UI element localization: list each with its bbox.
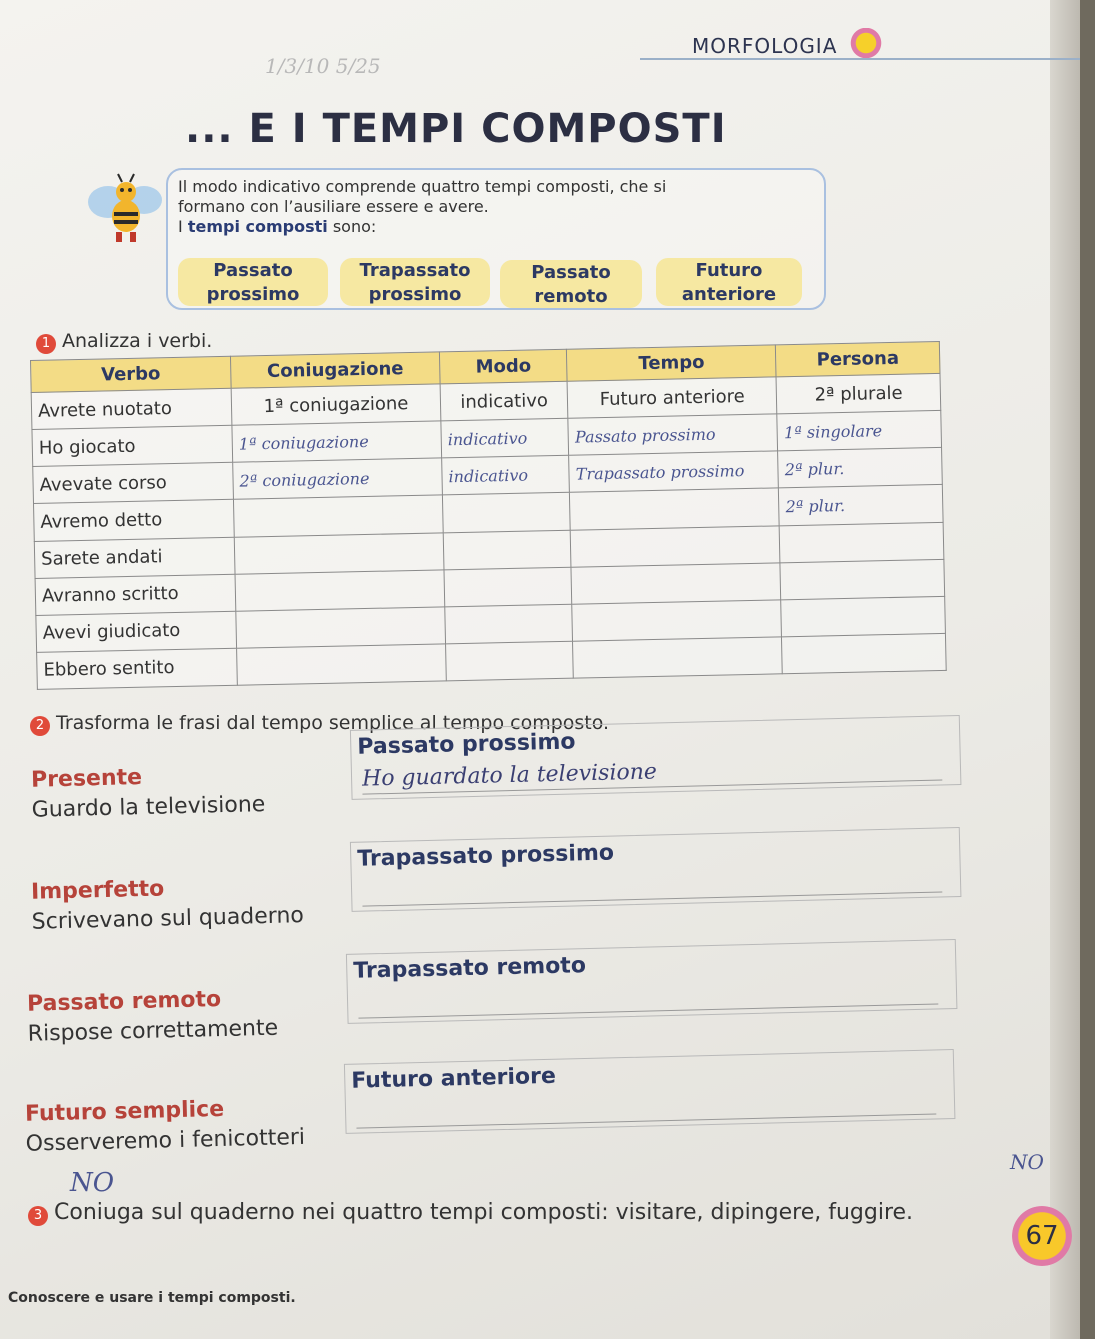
transform-target [346, 939, 958, 1024]
exercise-3-title [28, 1200, 913, 1226]
verb-analysis-table [30, 341, 947, 690]
transform-source [20, 842, 352, 938]
column-header: Persona [776, 341, 940, 376]
handwritten-no-margin: NO [1010, 1150, 1044, 1174]
target-tense-label: Trapassato remoto [353, 953, 587, 984]
cell-coniugazione[interactable] [234, 532, 444, 573]
answer-field[interactable] [356, 1086, 937, 1128]
tense-line-1: Futuro [695, 260, 763, 281]
cell-coniugazione[interactable] [233, 495, 443, 536]
transform-source [16, 954, 348, 1050]
tense-line-2: prossimo [206, 284, 300, 305]
transform-target [350, 715, 962, 800]
cell-coniugazione[interactable]: 1ª coniugazione [231, 384, 441, 425]
cell-verbo: Ho giocato [32, 425, 233, 466]
intro-text [178, 177, 818, 237]
cell-modo[interactable]: indicativo [440, 381, 568, 421]
cell-coniugazione[interactable] [236, 607, 446, 648]
cell-verbo: Avremo detto [34, 500, 235, 541]
bee-mascot-icon [86, 170, 166, 246]
source-sentence: Guardo la televisione [31, 792, 266, 823]
cell-modo[interactable] [444, 567, 572, 607]
exercise-number-badge: 1 [36, 334, 56, 354]
target-tense-label: Futuro anteriore [351, 1063, 557, 1094]
cell-persona[interactable]: 2ª plur. [778, 448, 942, 489]
transform-target [350, 827, 962, 912]
cell-tempo[interactable] [570, 525, 780, 566]
cell-modo[interactable] [443, 530, 571, 570]
column-header: Coniugazione [230, 352, 440, 388]
cell-coniugazione[interactable] [235, 570, 445, 611]
source-sentence: Rispose correttamente [27, 1015, 279, 1047]
exercise-3-instruction: Coniuga sul quaderno nei quattro tempi composti: visitare, dipingere, fuggire. [54, 1200, 914, 1225]
cell-modo[interactable] [445, 604, 573, 644]
transform-source [14, 1064, 346, 1160]
cell-persona[interactable]: 2ª plurale [776, 373, 940, 414]
source-tense-label: Passato remoto [26, 987, 222, 1017]
cell-verbo: Avevi giudicato [36, 611, 237, 652]
cell-verbo: Avrete nuotato [31, 388, 232, 429]
transform-item [14, 1049, 956, 1160]
intro-line-1: Il modo indicativo comprende quattro tempi composti, che si [178, 177, 667, 196]
tense-box-passato-prossimo [178, 258, 328, 306]
transform-item [16, 939, 958, 1050]
intro-line-3 [178, 217, 818, 237]
exercise-1-instruction: Analizza i verbi. [62, 330, 213, 352]
cell-modo[interactable] [446, 641, 574, 681]
column-header: Verbo [31, 356, 232, 392]
cell-persona[interactable] [781, 596, 945, 637]
answer-field[interactable] [358, 976, 939, 1018]
exercise-1-title [36, 330, 212, 354]
target-tense-label: Passato prossimo [357, 729, 576, 760]
cell-coniugazione[interactable]: 2ª coniugazione [233, 458, 443, 499]
intro-line-2: formano con l’ausiliare essere e avere. [178, 197, 489, 216]
tense-line-2: prossimo [368, 284, 462, 305]
cell-coniugazione[interactable]: 1ª coniugazione [232, 421, 442, 462]
footer-text: Conoscere e usare i tempi composti. [8, 1290, 296, 1306]
source-sentence: Scrivevano sul quaderno [31, 903, 305, 935]
cell-tempo[interactable]: Trapassato prossimo [569, 451, 779, 492]
tense-line-1: Trapassato [359, 260, 471, 281]
section-label: MORFOLOGIA [692, 34, 838, 58]
cell-modo[interactable]: indicativo [442, 455, 570, 495]
cell-persona[interactable] [779, 522, 943, 563]
page-edge [1050, 0, 1080, 1339]
cell-tempo[interactable] [570, 488, 780, 529]
answer-field[interactable] [362, 864, 943, 906]
tense-line-1: Passato [213, 260, 293, 281]
source-tense-label: Presente [30, 765, 143, 793]
cell-verbo: Avranno scritto [35, 574, 236, 615]
flower-icon [846, 28, 886, 58]
cell-tempo[interactable] [571, 562, 781, 603]
cell-tempo[interactable] [572, 600, 782, 641]
cell-persona[interactable] [780, 559, 944, 600]
cell-verbo: Ebbero sentito [37, 648, 238, 689]
column-header: Modo [439, 349, 567, 384]
cell-persona[interactable] [782, 633, 946, 674]
cell-verbo: Avevate corso [33, 463, 234, 504]
cell-tempo[interactable]: Futuro anteriore [567, 377, 777, 418]
tense-box-trapassato-prossimo [340, 258, 490, 306]
cell-tempo[interactable]: Passato prossimo [568, 414, 778, 455]
intro-line-3-suffix: sono: [332, 217, 377, 236]
target-tense-label: Trapassato prossimo [357, 840, 615, 872]
intro-line-3-prefix: I [178, 217, 183, 236]
cell-coniugazione[interactable] [237, 644, 447, 685]
answer-field[interactable]: Ho guardato la televisione [362, 752, 943, 794]
page-title: ... E I TEMPI COMPOSTI [185, 106, 727, 152]
tense-box-futuro-anteriore [656, 258, 802, 306]
intro-line-3-strong: tempi composti [187, 217, 328, 236]
tense-line-2: remoto [534, 286, 608, 307]
transform-source [20, 730, 352, 826]
transform-item [20, 827, 962, 938]
cell-modo[interactable]: indicativo [441, 418, 569, 458]
transform-target [344, 1049, 956, 1134]
pencil-mark: 1/3/10 5/25 [265, 54, 381, 78]
cell-persona[interactable]: 2ª plur. [779, 485, 943, 526]
cell-persona[interactable]: 1ª singolare [777, 411, 941, 452]
exercise-2-instruction: Trasforma le frasi dal tempo semplice al tempo composto. [56, 712, 610, 734]
source-tense-label: Futuro semplice [24, 1096, 225, 1127]
tense-line-1: Passato [531, 262, 611, 283]
page-number: 67 [1012, 1206, 1072, 1266]
exercise-number-badge: 3 [28, 1206, 48, 1226]
handwritten-no: NO [70, 1168, 115, 1198]
source-tense-label: Imperfetto [30, 876, 165, 905]
cell-verbo: Sarete andati [34, 537, 235, 578]
exercise-number-badge: 2 [30, 716, 50, 736]
tense-box-passato-remoto [500, 260, 642, 308]
tense-line-2: anteriore [681, 284, 777, 305]
column-header: Tempo [567, 345, 777, 381]
header-line [640, 58, 1080, 60]
cell-modo[interactable] [442, 493, 570, 533]
cell-tempo[interactable] [573, 637, 783, 678]
source-sentence: Osserveremo i fenicotteri [25, 1124, 306, 1157]
